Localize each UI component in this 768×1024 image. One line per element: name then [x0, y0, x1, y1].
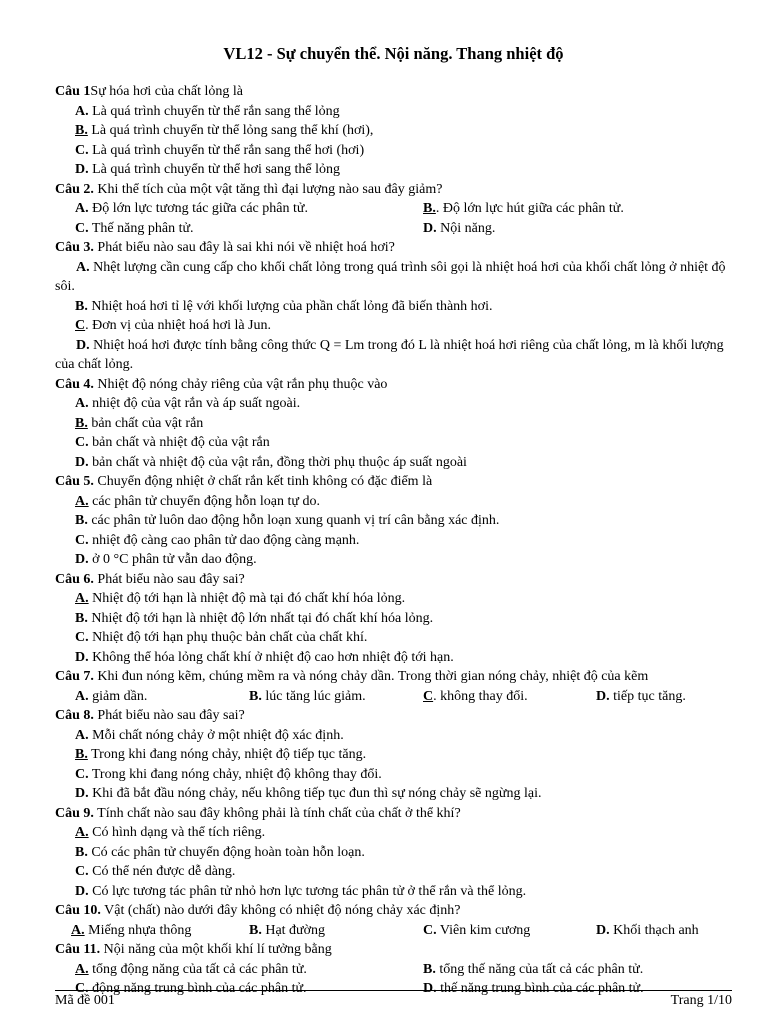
option-d [55, 453, 732, 473]
option-d [596, 921, 732, 941]
option-letter: A. [75, 201, 89, 216]
option-letter: D. [596, 922, 610, 938]
option-c [55, 765, 732, 785]
question-number: Câu 7. [55, 669, 94, 684]
option-b [55, 121, 732, 141]
exam-code: Mã đề 001 [55, 993, 115, 1008]
question-text: Khi thể tích của một vật tăng thì đại lượng nào sau đây giảm? [93, 181, 443, 197]
question-text: Vật (chất) nào dưới đây không có nhiệt độ nóng chảy xác định? [100, 903, 461, 918]
question-text: Nội năng của một khối khí lí tưởng bằng [100, 942, 332, 957]
question-text: Khi đun nóng kẽm, chúng mềm ra và nóng chảy dần. Trong thời gian nóng chảy, nhiệt độ của kẽm [93, 669, 649, 684]
option-text: . không thay đổi. [433, 688, 528, 704]
option-letter: C. [75, 532, 89, 548]
option-b [55, 609, 732, 629]
option-letter: D. [423, 981, 437, 996]
option-text: Nhiệt hoá hơi được tính bằng công thức Q = Lm trong đó L là nhiệt hoá hơi riêng của chất lỏng, m là khối lượng của chất lỏng. [55, 337, 724, 372]
option-text: Là quá trình chuyển từ thể rắn sang thể hơi (hơi) [88, 142, 365, 158]
option-text: Nhiệt độ tới hạn phụ thuộc bản chất của chất khí. [88, 630, 368, 645]
temperature-value: 0 °C [103, 552, 129, 567]
question-text: Phát biểu nào sau đây là sai khi nói về nhiệt hoá hơi? [93, 240, 395, 255]
option-text: bản chất và nhiệt độ của vật rắn [88, 435, 270, 450]
option-letter: A. [75, 591, 89, 606]
question-text: Phát biểu nào sau đây sai? [93, 571, 245, 587]
question-4 [55, 375, 732, 395]
option-text: lúc tăng lúc giảm. [261, 688, 366, 704]
option-letter: D. [75, 786, 89, 801]
option-letter: D. [76, 337, 90, 353]
option-a [55, 258, 732, 297]
option-a [71, 921, 249, 941]
option-row [55, 687, 732, 707]
option-row [55, 199, 732, 219]
option-text: Miếng nhựa thông [84, 922, 192, 938]
question-number: Câu 3. [55, 240, 94, 255]
option-text: Là quá trình chuyển từ thể hơi sang thể lỏng [88, 162, 341, 177]
option-letter: C [423, 688, 434, 704]
question-2 [55, 180, 732, 200]
question-5 [55, 472, 732, 492]
option-d [423, 219, 495, 239]
option-d [55, 648, 732, 668]
option-text: giảm dần. [88, 688, 148, 704]
option-c [55, 141, 732, 161]
option-a [55, 726, 732, 746]
option-letter: C. [423, 922, 437, 938]
option-d [596, 687, 732, 707]
option-a [55, 102, 732, 122]
option-letter: A. [76, 259, 90, 275]
option-letter: A. [75, 493, 89, 509]
option-letter: D. [423, 220, 437, 236]
option-c [75, 979, 423, 999]
option-text: tổng động năng của tất cả các phân tử. [88, 961, 307, 977]
option-c [55, 628, 732, 648]
option-text: Khi đã bắt đầu nóng chảy, nếu không tiếp tục đun thì sự nóng chảy sẽ ngừng lại. [88, 786, 542, 801]
option-a [75, 199, 423, 219]
option-letter: C. [75, 766, 89, 782]
option-letter: C. [75, 435, 89, 450]
option-a [55, 492, 732, 512]
question-number: Câu 5. [55, 474, 94, 489]
question-11 [55, 940, 732, 960]
option-letter: D. [75, 162, 89, 177]
option-letter: A. [71, 922, 85, 938]
option-b [423, 960, 643, 980]
option-text: . Độ lớn lực hút giữa các phân tử. [435, 201, 624, 216]
option-c [423, 687, 596, 707]
option-text: Nội năng. [436, 220, 496, 236]
option-letter: C. [75, 630, 89, 645]
option-text: Hạt đường [261, 922, 326, 938]
option-text: Là quá trình chuyển từ thể rắn sang thể lỏng [88, 103, 340, 119]
question-text: Tính chất nào sau đây không phải là tính chất của chất ở thể khí? [93, 805, 461, 821]
question-number: Câu 10. [55, 903, 101, 918]
document-title: VL12 - Sự chuyển thể. Nội năng. Thang nhiệt độ [223, 44, 564, 63]
option-d [55, 336, 732, 375]
option-letter: B. [75, 844, 88, 860]
option-text: Không thể hóa lỏng chất khí ở nhiệt độ cao hơn nhiệt độ tới hạn. [88, 649, 454, 665]
option-d [55, 882, 732, 902]
option-letter: B. [75, 123, 88, 138]
option-c [55, 862, 732, 882]
option-text: Là quá trình chuyển từ thể lỏng sang thể khí (hơi), [87, 123, 374, 138]
option-text: thế năng trung bình của các phân tử. [436, 981, 644, 996]
option-letter: C. [75, 142, 89, 158]
option-b [249, 921, 423, 941]
document-page [55, 0, 732, 1024]
option-d [55, 160, 732, 180]
option-letter: D. [75, 883, 89, 899]
option-row [55, 960, 732, 980]
question-text: Phát biểu nào sau đây sai? [93, 708, 245, 723]
question-8 [55, 706, 732, 726]
option-letter: A. [75, 961, 89, 977]
option-text: nhiệt độ càng cao phân tử dao động càng mạnh. [88, 532, 360, 548]
option-text: Nhiệt hoá hơi tỉ lệ với khối lượng của phần chất lỏng đã biến thành hơi. [87, 298, 493, 314]
footer-divider [55, 990, 732, 991]
question-list [55, 82, 732, 999]
option-c [423, 921, 596, 941]
option-text: tổng thế năng của tất cả các phân tử. [435, 961, 644, 977]
option-text: Có hình dạng và thể tích riêng. [88, 825, 266, 840]
option-text: Nhiệt độ tới hạn là nhiệt độ lớn nhất tại đó chất khí hóa lỏng. [87, 610, 434, 626]
option-text: phân tử vẫn dao động. [128, 552, 257, 567]
option-text: Có lực tương tác phân tử nhỏ hơn lực tương tác phân tử ở thể rắn và thể lỏng. [88, 883, 527, 899]
question-6 [55, 570, 732, 590]
option-letter: C [75, 318, 86, 333]
question-number: Câu 4. [55, 376, 94, 392]
question-number: Câu 11. [55, 942, 101, 957]
option-text: Khối thạch anh [609, 922, 699, 938]
option-letter: A. [75, 825, 89, 840]
option-letter: D. [75, 454, 89, 470]
option-text: Mỗi chất nóng chảy ở một nhiệt độ xác định. [88, 727, 344, 743]
option-letter: B. [249, 922, 262, 938]
question-number: Câu 1 [55, 84, 91, 99]
option-letter: B. [249, 688, 262, 704]
option-letter: B. [423, 201, 436, 216]
option-row [55, 219, 732, 239]
option-text: Viên kim cương [436, 922, 531, 938]
option-text: Trong khi đang nóng chảy, nhiệt độ tiếp tục tăng. [87, 747, 367, 762]
option-letter: D. [596, 688, 610, 704]
option-b [423, 199, 624, 219]
option-letter: B. [75, 747, 88, 762]
option-b [55, 414, 732, 434]
option-d [423, 979, 644, 999]
option-letter: B. [75, 298, 88, 314]
option-b [55, 297, 732, 317]
option-c [55, 316, 732, 336]
question-7 [55, 667, 732, 687]
option-c [55, 433, 732, 453]
option-letter: A. [75, 688, 89, 704]
option-a [75, 687, 249, 707]
option-text: Độ lớn lực tương tác giữa các phân tử. [88, 201, 308, 216]
option-d [55, 550, 732, 570]
question-text: Nhiệt độ nóng chảy riêng của vật rắn phụ thuộc vào [93, 376, 388, 392]
option-c [55, 531, 732, 551]
option-text: tiếp tục tăng. [609, 688, 686, 704]
question-3 [55, 238, 732, 258]
option-b [55, 843, 732, 863]
option-text: . Đơn vị của nhiệt hoá hơi là Jun. [85, 318, 272, 333]
option-text: Có các phân tử chuyển động hoàn toàn hỗn loạn. [87, 844, 365, 860]
option-text: Thế năng phân tử. [88, 220, 194, 236]
option-letter: C. [75, 864, 89, 879]
option-row [55, 921, 732, 941]
question-number: Câu 2. [55, 181, 94, 197]
option-text: ở [88, 552, 104, 567]
option-letter: D. [75, 552, 89, 567]
option-b [55, 745, 732, 765]
question-9 [55, 804, 732, 824]
option-letter: D. [75, 649, 89, 665]
option-d [55, 784, 732, 804]
option-b [55, 511, 732, 531]
option-letter: A. [75, 396, 89, 411]
option-text: Có thể nén được dễ dàng. [88, 864, 236, 879]
option-row [55, 979, 732, 999]
question-text: Sự hóa hơi của chất lỏng là [90, 84, 244, 99]
option-letter: C. [75, 981, 89, 996]
option-text: động năng trung bình của các phân tử. [88, 981, 307, 996]
option-text: Nhiệt độ tới hạn là nhiệt độ mà tại đó chất khí hóa lỏng. [88, 591, 406, 606]
option-a [75, 960, 423, 980]
option-a [55, 589, 732, 609]
option-text: các phân tử chuyển động hỗn loạn tự do. [88, 493, 320, 509]
option-c [75, 219, 423, 239]
question-number: Câu 6. [55, 571, 94, 587]
option-letter: C. [75, 220, 89, 236]
option-letter: A. [75, 727, 89, 743]
option-text: bản chất của vật rắn [87, 415, 204, 431]
option-letter: B. [75, 610, 88, 626]
option-text: Nhệt lượng cần cung cấp cho khối chất lỏng trong quá trình sôi gọi là nhiệt hoá hơi của khối chất lỏng ở nhiệt độ sôi. [55, 259, 726, 294]
question-number: Câu 8. [55, 708, 94, 723]
option-a [55, 823, 732, 843]
option-letter: B. [75, 415, 88, 431]
option-a [55, 394, 732, 414]
option-letter: B. [423, 961, 436, 977]
page-number: Trang 1/10 [670, 993, 732, 1008]
question-number: Câu 9. [55, 805, 94, 821]
option-b [249, 687, 423, 707]
question-text: Chuyển động nhiệt ở chất rắn kết tinh không có đặc điểm là [93, 474, 433, 489]
option-letter: B. [75, 513, 88, 528]
option-text: Trong khi đang nóng chảy, nhiệt độ không thay đổi. [88, 766, 382, 782]
question-1 [55, 82, 732, 102]
option-letter: A. [75, 103, 89, 119]
question-10 [55, 901, 732, 921]
option-text: các phân tử luôn dao động hỗn loạn xung quanh vị trí cân bằng xác định. [87, 513, 500, 528]
option-text: nhiệt độ của vật rắn và áp suất ngoài. [88, 396, 301, 411]
option-text: bản chất và nhiệt độ của vật rắn, đồng thời phụ thuộc áp suất ngoài [88, 454, 467, 470]
